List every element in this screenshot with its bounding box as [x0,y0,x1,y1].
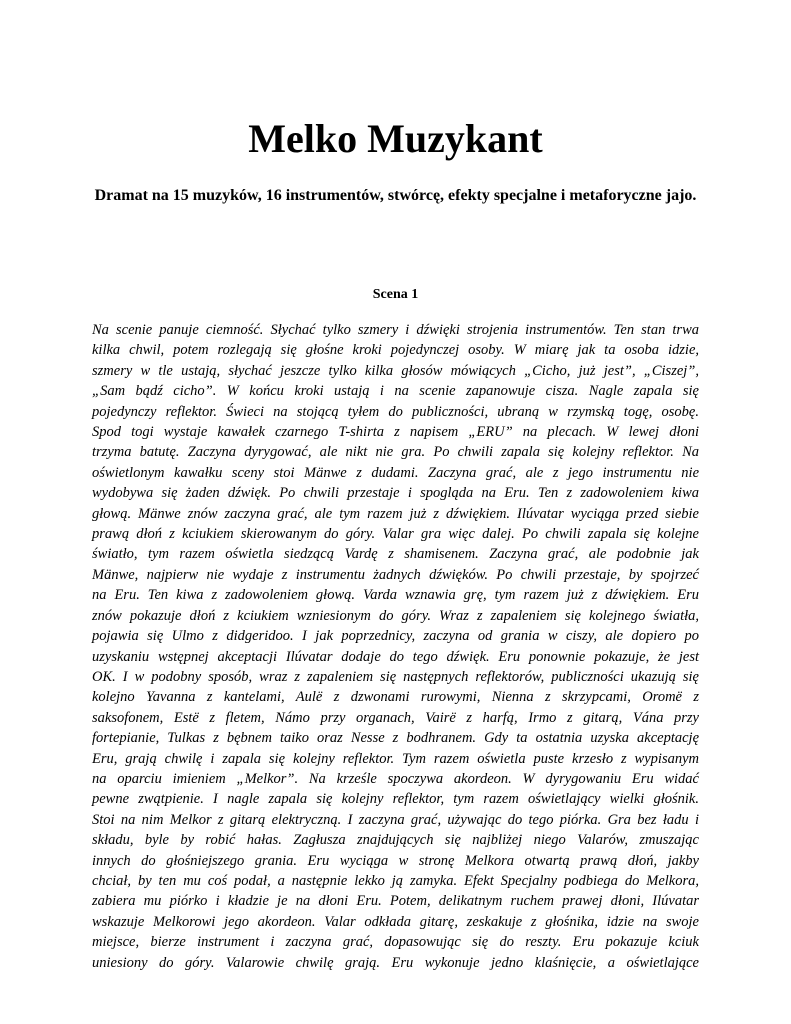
paragraph-line: miejsce, bierze instrument i zaczyna grać, dopasowując się do reszty. Eru pokazuje kciuk [92,934,699,951]
paragraph-line: OK. I w podobny sposób, wraz z zapaleniem się następnych reflektorów, publiczności ukazują się [92,668,699,685]
paragraph-line: prawą dłoń z kciukiem skierowanym do góry. Valar gra więc dalej. Po chwili zapala się kolejne [92,526,699,543]
paragraph-line: szmery w tle ustają, słychać jeszcze tylko kilka głosów mówiących „Cicho, już jest”, „Ciszej”, [92,362,699,379]
paragraph-line: głową. Mänwe znów zaczyna grać, ale tym razem już z dźwiękiem. Ilúvatar wyciąga przed siebie [92,505,699,522]
paragraph-line: na Eru. Ten kiwa z zadowoleniem głową. Varda wznawia grę, tym razem już z dźwiękiem. Eru [92,587,699,604]
paragraph-line: znów pokazuje dłoń z kciukiem wzniesionym do góry. Wraz z zapaleniem się kolejnego światła, [92,607,699,624]
paragraph-line: pojawia się Ulmo z didgeridoo. I jak poprzednicy, zaczyna od grania w ciszy, ale dopiero po [92,628,699,645]
paragraph-line: kolejno Yavanna z kantelami, Aulë z dzwonami rurowymi, Nienna z skrzypcami, Oromë z [92,689,699,706]
paragraph-line: fortepianie, Tulkas z bębnem taiko oraz Nesse z bodhranem. Gdy ta ostatnia uzyska akceptację [92,730,699,747]
paragraph-line: Mänwe, najpierw nie wydaje z instrumentu żadnych dźwięków. Po chwili przestaje, by spojrzeć [92,566,699,583]
paragraph-line: składu, byle by robić hałas. Zagłusza znajdujących się najbliżej niego Valarów, zmuszając [92,832,699,849]
paragraph-line: wskazuje Melkorowi jego akordeon. Valar odkłada gitarę, zeskakuje z głośnika, idzie na swoje [92,913,699,930]
scene-description-paragraph [92,320,699,973]
paragraph-line: chciał, by ten mu coś podał, a następnie lekko ją zamyka. Efekt Specjalny podbiega do Melkora, [92,872,699,889]
paragraph-line: uniesiony do góry. Valarowie chwilę grają. Eru wykonuje jedno klaśnięcie, a oświetlające [92,954,699,971]
paragraph-line: „Sam bądź cicho”. W końcu kroki ustają i na scenie zapanowuje cisza. Nagle zapala się [92,383,699,400]
paragraph-line: innych do głośniejszego grania. Eru wyciąga w stronę Melkora otwartą prawą dłoń, jakby [92,852,699,869]
document-title: Melko Muzykant [248,116,543,161]
paragraph-line: pewne zwątpienie. I nagle zapala się kolejny reflektor, tym razem oświetlający wielki głośnik. [92,791,699,808]
paragraph-line: na oparciu imieniem „Melkor”. Na krześle spoczywa akordeon. W dyrygowaniu Eru widać [92,770,699,787]
paragraph-line: zabiera mu piórko i kładzie je na dłoni Eru. Potem, delikatnym ruchem prawej dłoni, Ilúvatar [92,893,699,910]
paragraph-line: kilka chwil, potem rozlegają się głośne kroki pojedynczej osoby. W miarę jak ta osoba idzie, [92,342,699,359]
paragraph-line: trzyma batutę. Zaczyna dyrygować, ale nikt nie gra. Po chwili zapala się kolejny reflektor. Na [92,444,699,461]
paragraph-line: Stoi na nim Melkor z gitarą elektryczną. I zaczyna grać, używając do tego piórka. Gra bez ładu i [92,811,699,828]
document-subtitle: Dramat na 15 muzyków, 16 instrumentów, stwórcę, efekty specjalne i metaforyczne jajo. [94,187,697,204]
paragraph-line: saksofonem, Estë z fletem, Námo przy organach, Vairë z harfą, Irmo z gitarą, Vána przy [92,709,699,726]
paragraph-line: Eru, grają chwilę i zapala się kolejny reflektor. Tym razem oświetla puste krzesło z wypisanym [92,750,699,767]
paragraph-line: światło, tym razem oświetla siedzącą Vardę z shamisenem. Zaczyna grać, ale podobnie jak [92,546,699,563]
scene-heading: Scena 1 [372,287,419,302]
paragraph-line: Na scenie panuje ciemność. Słychać tylko szmery i dźwięki strojenia instrumentów. Ten stan trwa [92,322,699,338]
paragraph-line: wydobywa się żaden dźwięk. Po chwili przestaje i spogląda na Eru. Ten z zadowoleniem kiwa [92,485,699,502]
paragraph-line: uzyskaniu wstępnej akceptacji Ilúvatar dodaje do tego dźwięk. Eru ponownie pokazuje, że jest [92,648,699,665]
paragraph-line: pojedynczy reflektor. Świeci na stojącą tyłem do publiczności, ubraną w rzymską togę, osobę. [92,403,699,420]
paragraph-line: oświetlonym kawałku sceny stoi Mänwe z dudami. Zaczyna grać, ale z jego instrumentu nie [92,464,699,481]
paragraph-line: Spod togi wystaje kawałek czarnego T-shirta z napisem „ERU” na plecach. W lewej dłoni [92,424,699,441]
